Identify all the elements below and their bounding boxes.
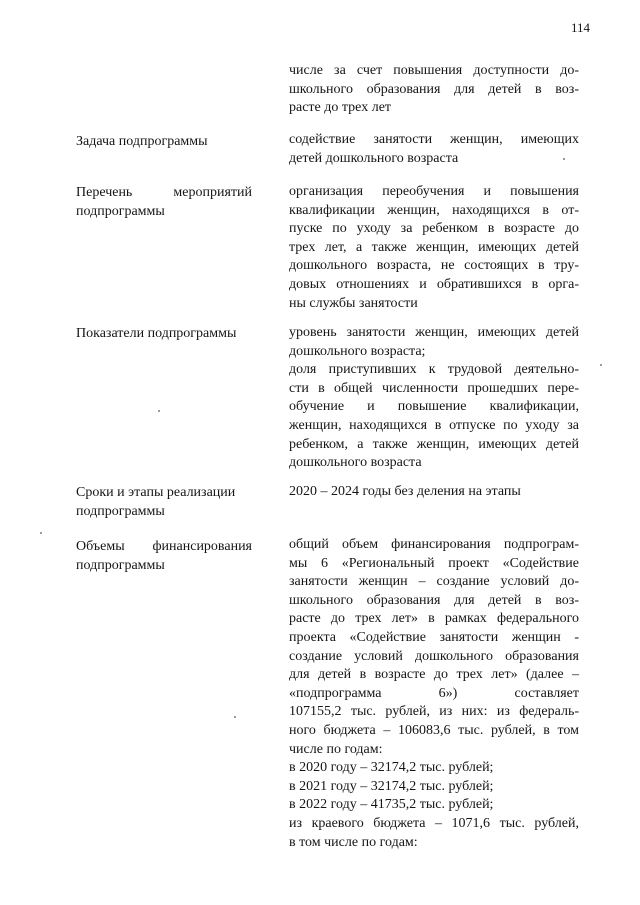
scan-speck <box>40 532 42 534</box>
intro-line: числе за счет повышения доступности до- <box>289 63 579 78</box>
content-line: в том числе по годам: <box>289 834 418 850</box>
content-line: трех лет, а также женщин, имеющих детей <box>289 239 579 255</box>
content-line: дошкольного возраста; <box>289 343 426 359</box>
label-line: Перечень мероприятий <box>76 185 252 200</box>
indicators-content <box>289 324 579 473</box>
content-line: ребенком, а также женщин, имеющих детей <box>289 436 579 452</box>
label-line: Объемы финансирования <box>76 539 252 554</box>
scan-speck <box>600 364 602 366</box>
content-line: дошкольного возраста <box>289 455 422 471</box>
content-line: для детей в возрасте до трех лет» (далее – <box>289 667 579 683</box>
measures-label <box>76 183 252 221</box>
content-line: числе по годам: <box>289 741 383 757</box>
measures-content <box>289 183 579 313</box>
label-line: подпрограммы <box>76 504 165 519</box>
timing-content <box>289 483 579 502</box>
content-line: пуске по уходу за ребенком в возрасте до <box>289 221 579 237</box>
content-line: мы 6 «Региональный проект «Содействие <box>289 555 579 571</box>
content-line: в 2021 году – 32174,2 тыс. рублей; <box>289 778 494 794</box>
intro-continuation <box>289 62 579 118</box>
label-line: подпрограммы <box>76 558 165 573</box>
task-content <box>289 131 579 168</box>
task-label <box>76 132 252 151</box>
content-line: доля приступивших к трудовой деятельно- <box>289 362 579 378</box>
content-line: общий объем финансирования подпрограм- <box>289 537 579 552</box>
content-line: уровень занятости женщин, имеющих детей <box>289 325 579 340</box>
content-line: школьного образования для детей в воз- <box>289 592 579 608</box>
content-line: создание условий дошкольного образования <box>289 648 579 664</box>
content-line: ного бюджета – 106083,6 тыс. рублей, в том <box>289 722 579 738</box>
scan-speck <box>158 410 160 412</box>
label-line: Показатели подпрограммы <box>76 326 237 341</box>
intro-line: школьного образования для детей в воз- <box>289 81 579 97</box>
content-line: 2020 – 2024 годы без деления на этапы <box>289 484 521 499</box>
label-line: подпрограммы <box>76 204 165 219</box>
timing-label <box>76 483 252 521</box>
intro-line: расте до трех лет <box>289 100 392 116</box>
scan-speck <box>234 716 236 718</box>
content-line: обучение и повышение квалификации, <box>289 399 579 415</box>
content-line: в 2020 году – 32174,2 тыс. рублей; <box>289 760 494 776</box>
content-line: ны службы занятости <box>289 295 418 311</box>
content-line: довых отношениях и обратившихся в орга- <box>289 276 579 292</box>
content-line: в 2022 году – 41735,2 тыс. рублей; <box>289 797 494 813</box>
content-line: детей дошкольного возраста <box>289 150 459 166</box>
content-line: 107155,2 тыс. рублей, из них: из федераль- <box>289 704 579 720</box>
indicators-label <box>76 324 252 343</box>
content-line: сти в общей численности прошедших пере- <box>289 380 579 396</box>
content-line: из краевого бюджета – 1071,6 тыс. рублей, <box>289 815 579 831</box>
content-line: занятости женщин – создание условий до- <box>289 574 579 590</box>
content-line: женщин, находящихся в отпуске по уходу за <box>289 417 579 433</box>
page-number: 114 <box>570 20 590 35</box>
content-line: дошкольного возраста, не состоящих в тру- <box>289 258 579 274</box>
financing-label <box>76 537 252 575</box>
label-line: Сроки и этапы реализации <box>76 485 236 500</box>
scan-speck <box>563 158 565 160</box>
financing-content <box>289 536 579 852</box>
content-line: квалификации женщин, находящихся в от- <box>289 202 579 218</box>
content-line: «подпрограмма 6») составляет <box>289 685 579 701</box>
content-line: организация переобучения и повышения <box>289 184 579 199</box>
content-line: проекта «Содействие занятости женщин - <box>289 629 579 645</box>
content-line: содействие занятости женщин, имеющих <box>289 132 579 147</box>
label-line: Задача подпрограммы <box>76 134 208 149</box>
content-line: расте до трех лет» в рамках федерального <box>289 611 579 627</box>
